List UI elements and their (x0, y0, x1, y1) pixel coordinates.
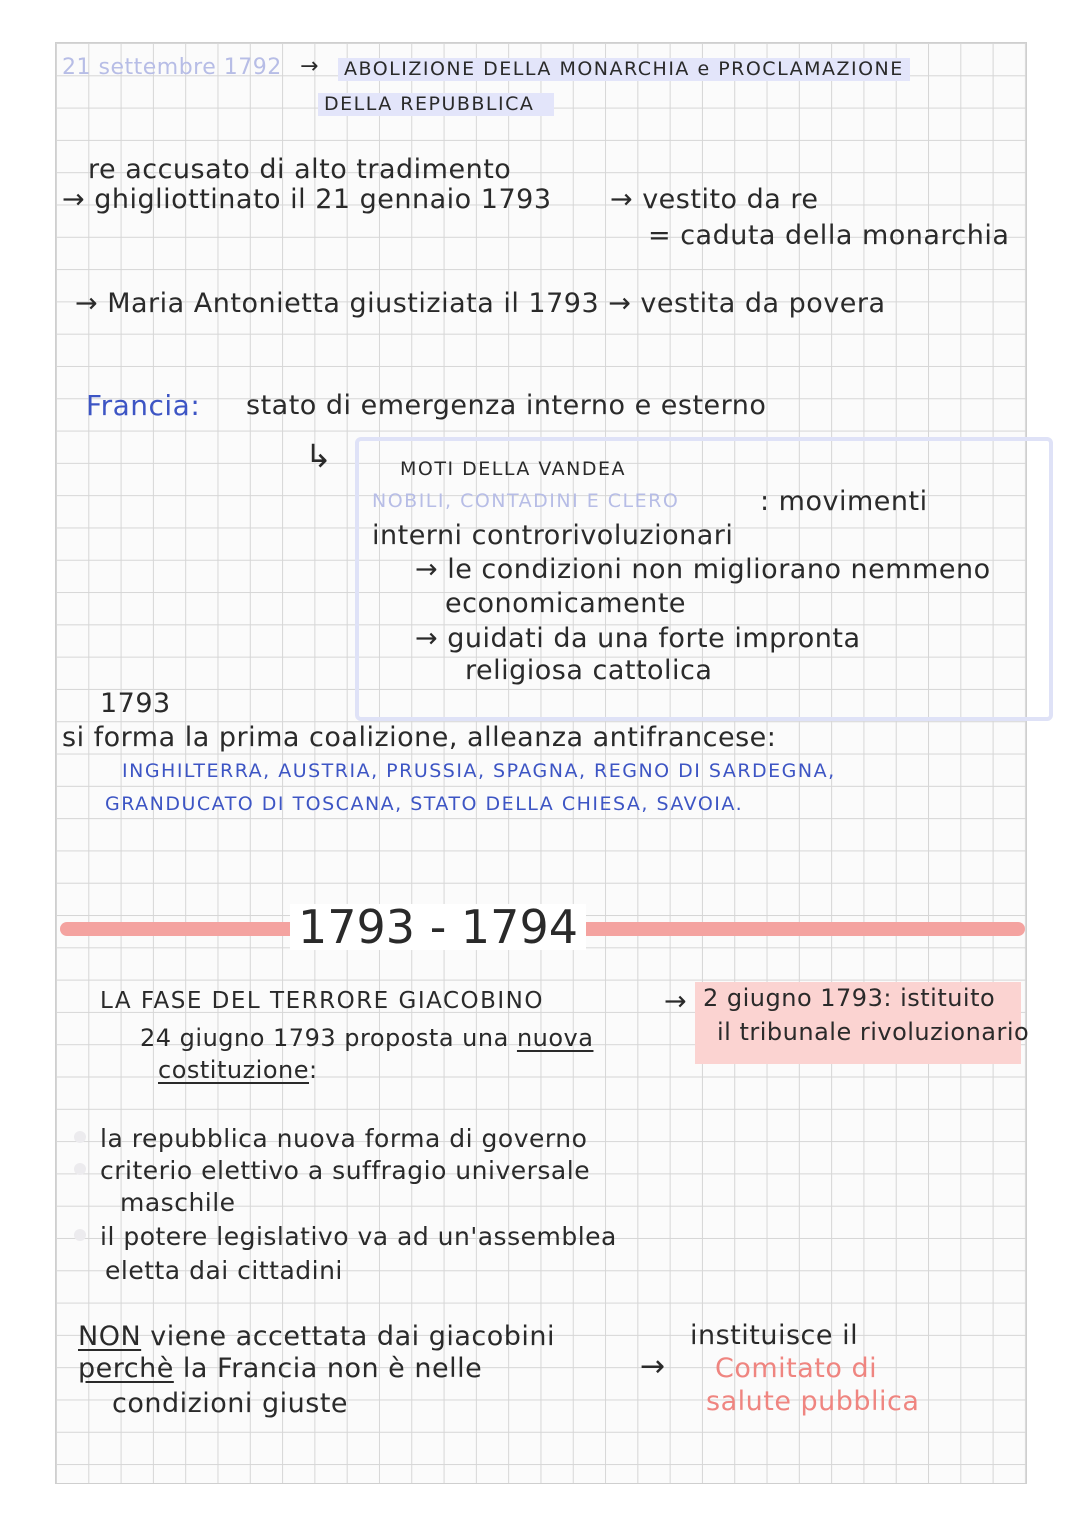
not-accepted-line (78, 1323, 555, 1350)
because-line (78, 1355, 482, 1382)
result-line1: instituisce il (690, 1320, 859, 1351)
coalition-members-line1: INGHILTERRA, AUSTRIA, PRUSSIA, SPAGNA, REGNO DI SARDEGNA, (122, 760, 836, 782)
proposal-line1 (140, 1026, 593, 1050)
tribunal-note (695, 982, 1030, 1064)
header-title-line2: DELLA REPUBBLICA (318, 93, 554, 116)
vandea-desc-line1: : movimenti (760, 486, 928, 517)
proposal-line2 (158, 1058, 318, 1082)
bullet-dot (74, 1131, 86, 1143)
tribunal-note-line2: il tribunale rivoluzionario (717, 1018, 1030, 1046)
result-committee-line2: salute pubblica (706, 1386, 920, 1417)
section-years: 1793 - 1794 (290, 904, 586, 950)
coalition-line: si forma la prima coalizione, alleanza antifrancese: (62, 722, 777, 753)
proposal-line1-underlined: nuova (516, 1024, 594, 1052)
because-rest: la Francia non è nelle (182, 1353, 483, 1384)
result-arrow: → (640, 1349, 666, 1384)
constitution-point-3-cont: eletta dai cittadini (105, 1256, 343, 1285)
vandea-bullet1-line1: → le condizioni non migliorano nemmeno (415, 554, 991, 585)
france-label: Francia: (86, 389, 201, 422)
vandea-bullet2-line2: religiosa cattolica (465, 655, 713, 686)
vandea-desc-line2: interni controrivoluzionari (372, 520, 734, 551)
king-guillotined: → ghigliottinato il 21 gennaio 1793 (62, 184, 552, 215)
emergency-text: stato di emergenza interno e esterno (246, 390, 767, 421)
bullet-dot (74, 1229, 86, 1241)
constitution-point-2: criterio elettivo a suffragio universale (100, 1156, 591, 1185)
marie-antoinette-line: → Maria Antonietta giustiziata il 1793 → vestita da povera (75, 288, 886, 319)
turn-arrow-icon: ↳ (305, 437, 333, 475)
vandea-bullet2-line1: → guidati da una forte impronta (415, 623, 861, 654)
not-accepted-underlined: NON (78, 1321, 142, 1352)
header-arrow: → (300, 54, 319, 79)
proposal-constitution: costituzione (158, 1056, 310, 1084)
monarchy-fall-note: = caduta della monarchia (648, 220, 1010, 251)
vandea-title: MOTI DELLA VANDEA (400, 458, 627, 480)
because-underlined: perchè (78, 1353, 174, 1384)
because-line2: condizioni giuste (112, 1388, 349, 1419)
king-accused: re accusato di alto tradimento (88, 154, 512, 185)
proposal-line1-text: 24 giugno 1793 proposta una (140, 1024, 509, 1052)
not-accepted-rest: viene accettata dai giacobini (150, 1321, 555, 1352)
coalition-year: 1793 (100, 688, 171, 719)
constitution-point-2-cont: maschile (120, 1188, 236, 1217)
vandea-bullet1-line2: economicamente (445, 588, 687, 619)
tribunal-note-line1: 2 giugno 1793: istituito (703, 984, 996, 1012)
king-dressed-note: → vestito da re (610, 184, 819, 215)
phase-title: LA FASE DEL TERRORE GIACOBINO (100, 988, 544, 1014)
vandea-groups: NOBILI, CONTADINI E CLERO (372, 490, 680, 512)
constitution-point-3: il potere legislativo va ad un'assemblea (100, 1222, 617, 1251)
header-date: 21 settembre 1792 (62, 55, 282, 80)
proposal-colon: : (309, 1056, 318, 1084)
bullet-dot (74, 1163, 86, 1175)
header-title-line1: ABOLIZIONE DELLA MONARCHIA e PROCLAMAZIONE (338, 58, 910, 81)
coalition-members-line2: GRANDUCATO DI TOSCANA, STATO DELLA CHIESA, SAVOIA. (105, 793, 744, 815)
phase-arrow: → (664, 986, 688, 1017)
result-committee-line1: Comitato di (715, 1353, 878, 1384)
constitution-point-1: la repubblica nuova forma di governo (100, 1124, 588, 1153)
